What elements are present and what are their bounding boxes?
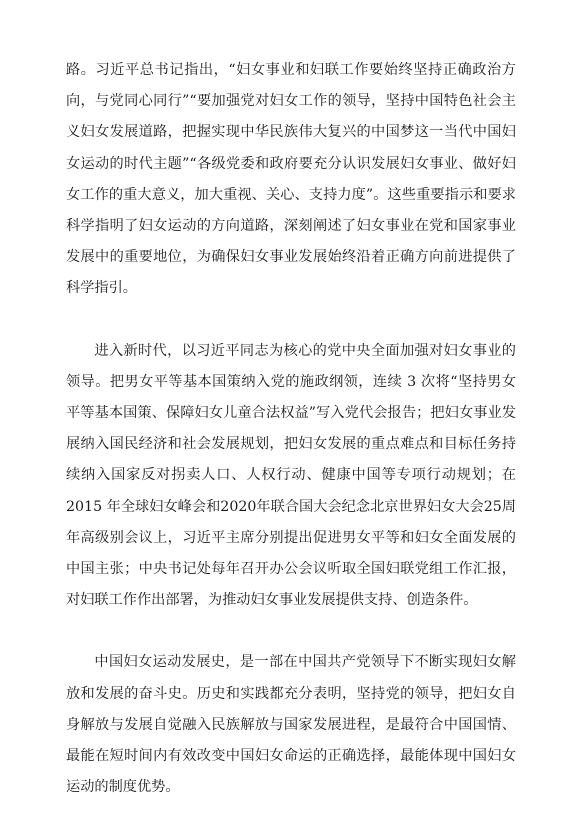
paragraph-gap <box>66 616 516 647</box>
paragraph-new-era: 进入新时代，以习近平同志为核心的党中央全面加强对妇女事业的领导。把男女平等基本国策纳入党的施政纲领，连续 3 次将“坚持男女平等基本国策、保障妇女儿童合法权益”写入党代会报告；把妇女事业发展纳入国民经济和社会发展规划，把妇女发展的重点难点和目标任务持续纳入国家反对拐卖人口、人权行动、健康中国等专项行动规划；在 2015 年全球妇女峰会和2020年联合国大会纪念北京世界妇女大会25周年高级别会议上，习近平主席分别提出促进男女平等和妇女全面发展的中国主张；中央书记处每年召开办公会议听取全国妇联党组工作汇报，对妇联工作作出部署，为推动妇女事业发展提供支持、创造条件。 <box>66 342 516 609</box>
paragraph-continuation: 路。习近平总书记指出，“妇女事业和妇联工作要始终坚持正确政治方向，与党同心同行”“要加强党对妇女工作的领导，坚持中国特色社会主义妇女发展道路，把握实现中华民族伟大复兴的中国梦这一当代中国妇女运动的时代主题”“各级党委和政府要充分认识发展妇女事业、做好妇女工作的重大意义，加大重视、关心、支持力度”。这些重要指示和要求科学指明了妇女运动的方向道路，深刻阐述了妇女事业在党和国家事业发展中的重要地位，为确保妇女事业发展始终沿着正确方向前进提供了科学指引。 <box>66 62 516 297</box>
paragraph-gap <box>66 305 516 336</box>
paragraph-history: 中国妇女运动发展史，是一部在中国共产党领导下不断实现妇女解放和发展的奋斗史。历史和实践都充分表明，坚持党的领导，把妇女自身解放与发展自觉融入民族解放与国家发展进程，是最符合中国国情、最能在短时间内有效改变中国妇女命运的正确选择，最能体现中国妇女运动的制度优势。 <box>66 654 516 796</box>
